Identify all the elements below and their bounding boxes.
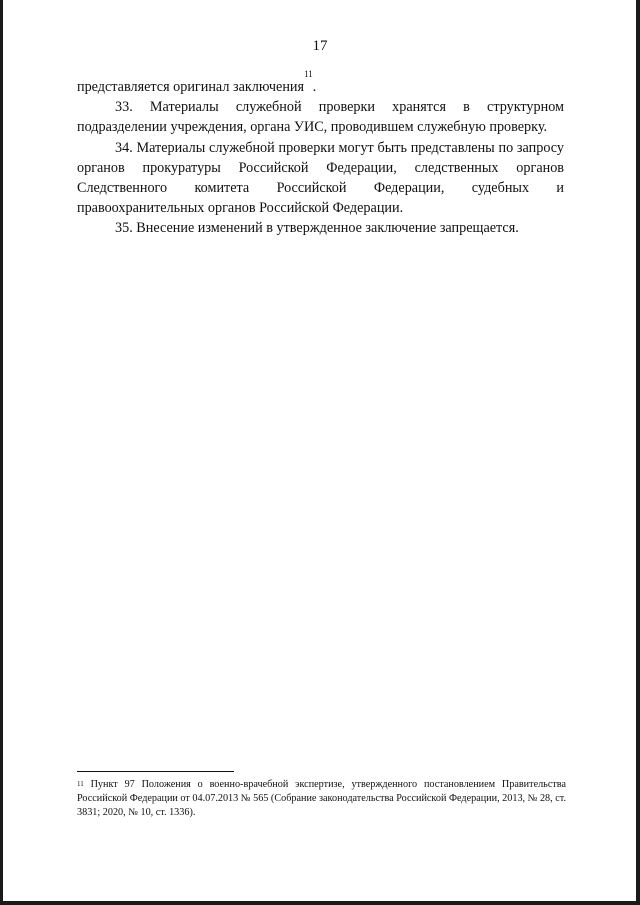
footnote-separator [77,771,234,772]
footnote-marker: 11 [77,780,84,788]
paragraph-intro [77,69,564,97]
scan-edge-right [636,0,640,905]
footnote [77,778,566,820]
document-body [77,69,564,239]
paragraph-33: 33. Материалы служебной проверки хранятся в структурном подразделении учреждения, органа УИС, проводившем служебную проверку. [77,99,564,136]
paragraph-35: 35. Внесение изменений в утвержденное заключение запрещается. [115,220,519,237]
footnote-reference: 11 [304,69,313,79]
footnote-text: Пункт 97 Положения о военно-врачебной экспертизе, утвержденного постановлением Правительства Российской Федерации от 04.07.2013 № 565 (Собрание законодательства Российской Федерации, 2013, № 28, ст. 3831; 2020, № 10, ст. 1336). [77,779,566,818]
paragraph-intro-text: представляется оригинал заключения [77,79,305,95]
paragraph-intro-end: . [312,79,317,95]
page-number: 17 [312,38,328,54]
scan-edge-left [0,0,3,905]
scan-edge-bottom [0,901,640,905]
paragraph-34: 34. Материалы служебной проверки могут быть представлены по запросу органов прокуратуры Российской Федерации, следственных органов Следственного комитета Российской Федерации, судебных и правоохранительных органов Российской Федерации. [77,139,564,217]
